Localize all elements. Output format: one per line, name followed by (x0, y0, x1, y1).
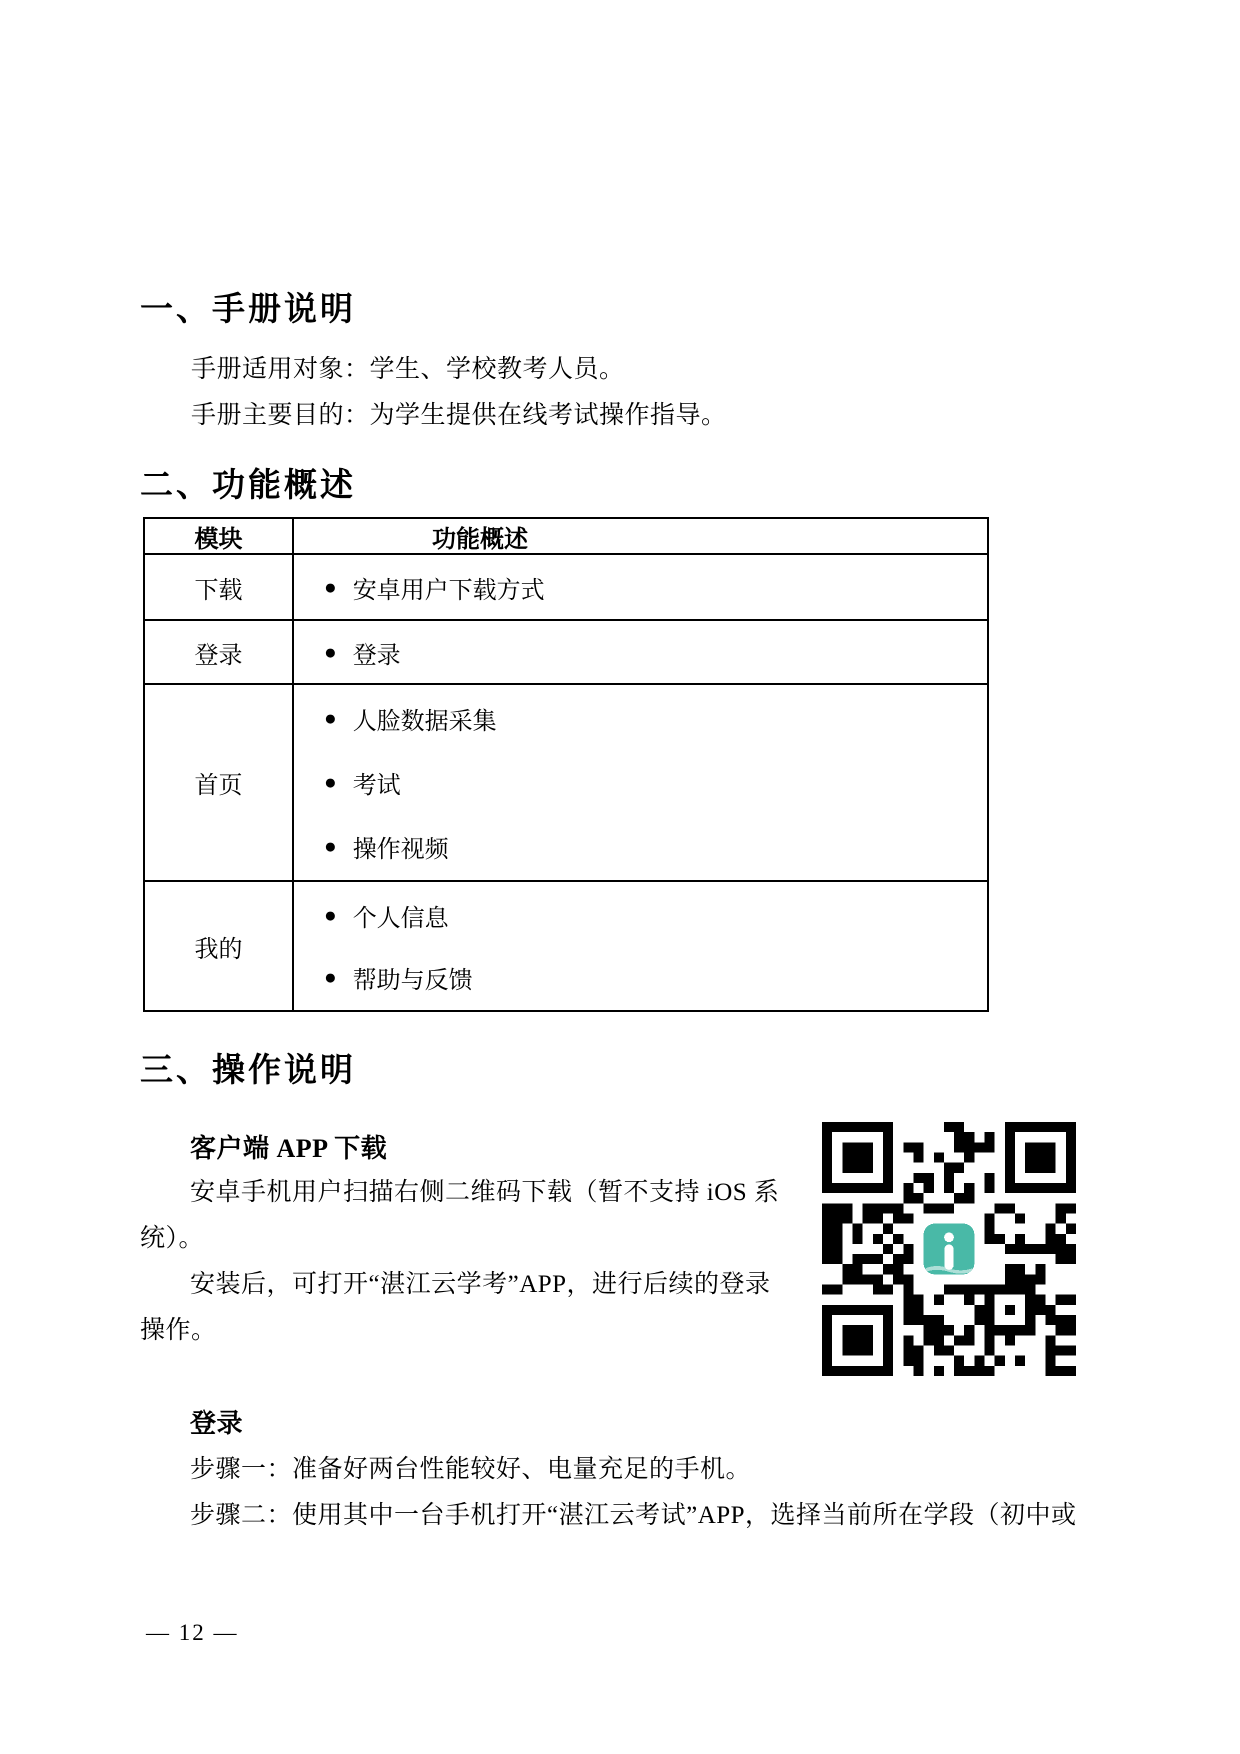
app-download-line: 安装后，可打开“湛江云学考”APP，进行后续的登录 (190, 1271, 771, 1298)
module-cell: 首页 (145, 685, 294, 880)
feature-item-label: 个人信息 (352, 904, 449, 932)
feature-item (294, 960, 987, 995)
bullet-icon: ● (324, 903, 337, 927)
app-download-title: 客户端 APP 下载 (190, 1134, 388, 1163)
module-cell: 我的 (145, 882, 294, 1010)
feature-item (294, 635, 987, 670)
login-step: 步骤二：使用其中一台手机打开“湛江云考试”APP，选择当前所在学段（初中或 (190, 1502, 1077, 1529)
table-header-row (145, 519, 987, 553)
module-cell: 下载 (145, 555, 294, 619)
feature-item-label: 帮助与反馈 (352, 966, 473, 994)
app-download-line: 安卓手机用户扫描右侧二维码下载（暂不支持 iOS 系 (190, 1179, 780, 1206)
page-number: — 12 — (146, 1620, 239, 1645)
login-title: 登录 (190, 1409, 244, 1438)
header-overview: 功能概述 (432, 525, 528, 553)
table-row (145, 683, 987, 880)
table-row (145, 553, 987, 619)
app-download-line: 统）。 (140, 1225, 205, 1252)
bullet-icon: ● (324, 770, 337, 794)
feature-item (294, 765, 987, 800)
manual-line: 手册主要目的：为学生提供在线考试操作指导。 (191, 402, 727, 429)
feature-item-label: 操作视频 (352, 835, 449, 863)
header-module: 模块 (145, 519, 294, 553)
bullet-icon: ● (324, 640, 337, 664)
feature-item-label: 考试 (352, 771, 401, 799)
app-download-line: 操作。 (140, 1317, 217, 1344)
feature-item-label: 安卓用户下载方式 (352, 576, 545, 604)
download-qr-code (822, 1122, 1076, 1376)
feature-item (294, 898, 987, 933)
section-heading-operation: 三、操作说明 (140, 1051, 356, 1088)
section-heading-features: 二、功能概述 (140, 466, 356, 503)
feature-item (294, 829, 987, 864)
bullet-icon: ● (324, 834, 337, 858)
feature-item (294, 701, 987, 736)
bullet-icon: ● (324, 965, 337, 989)
section-heading-manual: 一、手册说明 (140, 290, 356, 327)
login-step: 步骤一：准备好两台性能较好、电量充足的手机。 (190, 1456, 752, 1483)
feature-item-label: 登录 (352, 641, 401, 669)
table-row (145, 880, 987, 1010)
table-row (145, 619, 987, 683)
module-cell: 登录 (145, 621, 294, 683)
bullet-icon: ● (324, 575, 337, 599)
bullet-icon: ● (324, 707, 337, 731)
manual-line: 手册适用对象：学生、学校教考人员。 (191, 356, 625, 383)
feature-table (143, 517, 989, 1012)
feature-item (294, 570, 987, 605)
feature-item-label: 人脸数据采集 (352, 708, 497, 736)
